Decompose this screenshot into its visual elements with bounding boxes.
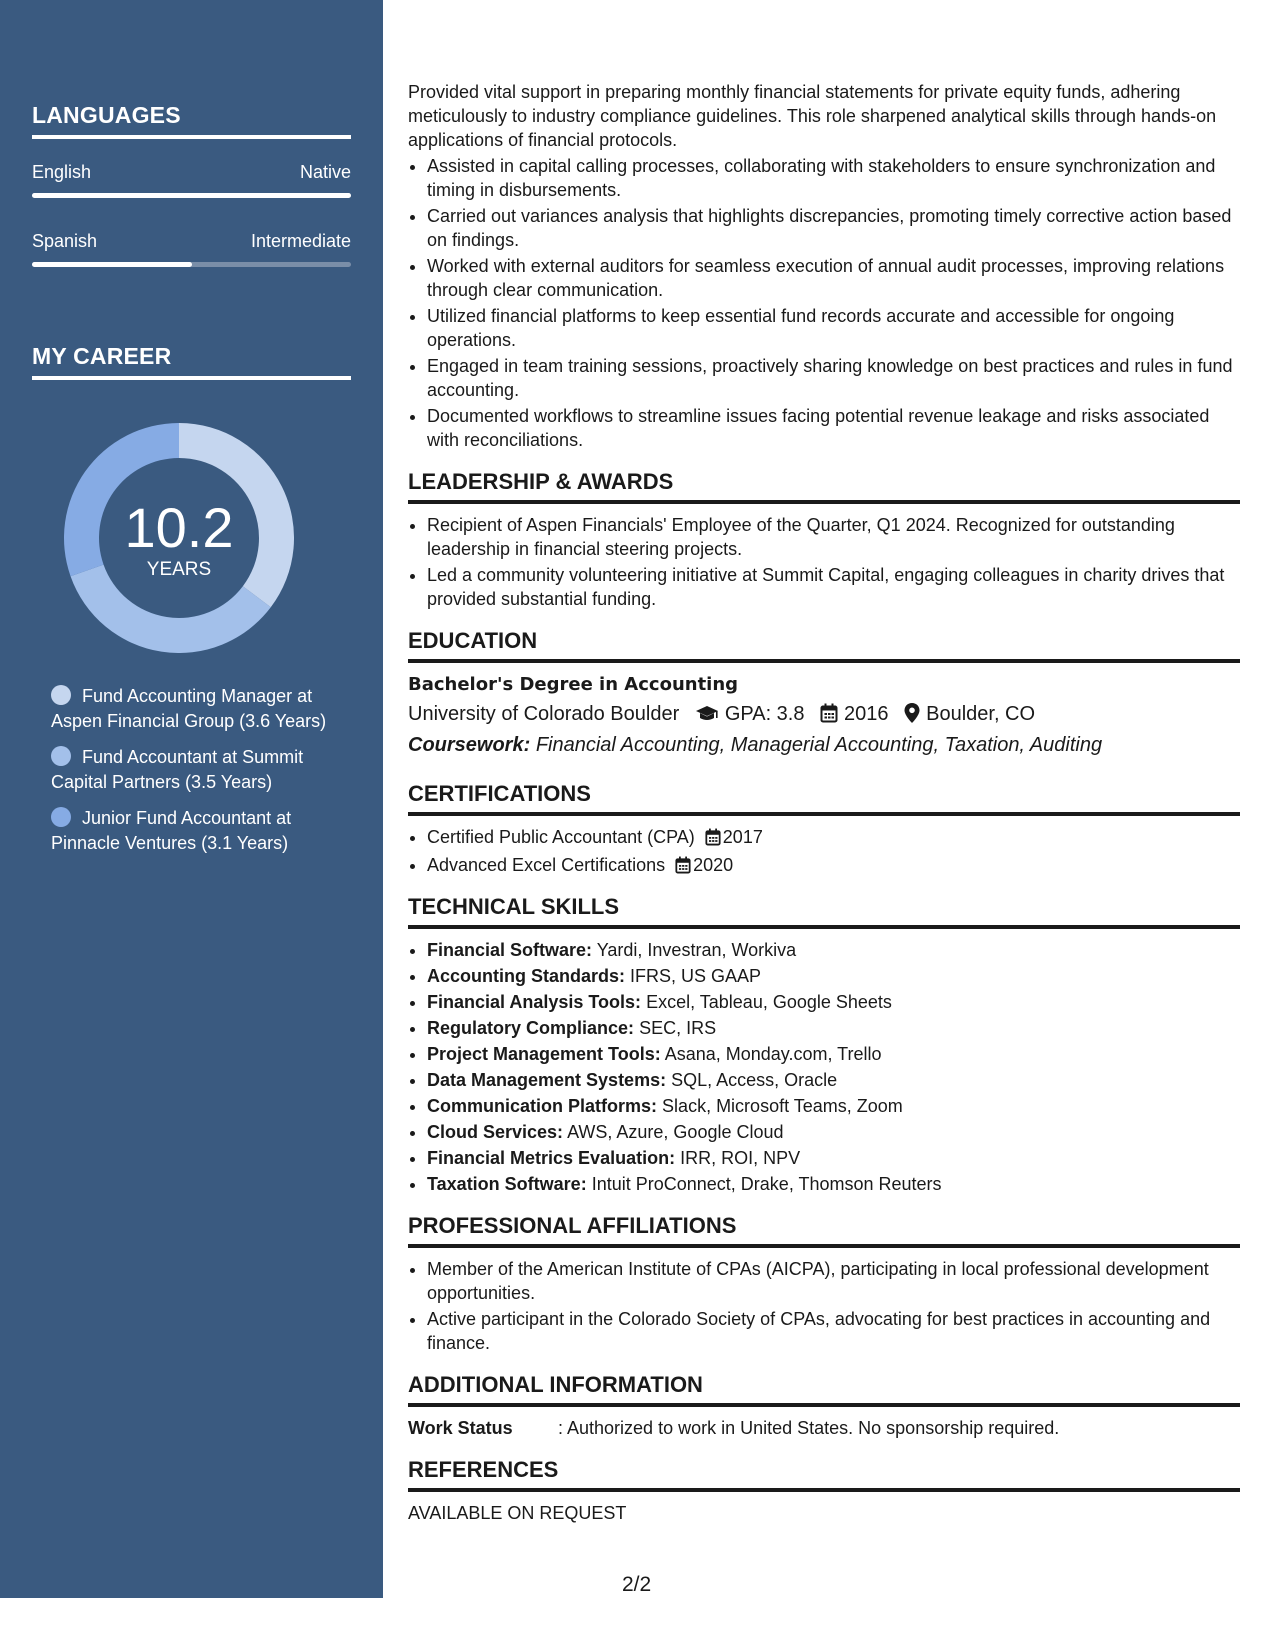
- certifications-list: [408, 825, 1240, 877]
- language-name: English: [32, 162, 92, 182]
- experience-bullets: [408, 154, 1240, 452]
- skill-value: SEC, IRS: [639, 1018, 717, 1038]
- experience-intro: Provided vital support in preparing monthly financial statements for private equity funds, adhering meticulously to industry compliance guidelines. This role sharpened analytical skills through hands-on applications of financial protocols.: [408, 82, 1217, 150]
- list-item: • Assisted in capital calling processes, collaborating with stakeholders to ensure synchronization and timing in disbursements.: [427, 154, 1240, 202]
- skill-label: Financial Software:: [427, 940, 593, 960]
- list-item: [427, 1068, 1240, 1092]
- work-status-label: Work Status: [408, 1418, 513, 1438]
- skill-value: Excel, Tableau, Google Sheets: [646, 992, 892, 1012]
- language-row-spanish: [32, 231, 351, 252]
- skill-value: AWS, Azure, Google Cloud: [567, 1122, 784, 1142]
- affiliations-list: [408, 1257, 1240, 1355]
- work-status-row: [408, 1416, 1240, 1440]
- language-bar-fill: [32, 193, 351, 198]
- list-item: [427, 1120, 1240, 1144]
- language-bar-english: [32, 193, 351, 198]
- skill-value: Asana, Monday.com, Trello: [664, 1044, 882, 1064]
- degree-name: Bachelor's Degree in Accounting: [408, 674, 739, 695]
- school-location: Boulder, CO: [926, 703, 1036, 725]
- skill-label: Communication Platforms:: [427, 1096, 658, 1116]
- list-item: • Engaged in team training sessions, proactively sharing knowledge on best practices and rules in fund accounting.: [427, 354, 1240, 402]
- leadership-title: LEADERSHIP & AWARDS: [408, 468, 1240, 504]
- skill-value: Slack, Microsoft Teams, Zoom: [662, 1096, 903, 1116]
- language-name: Spanish: [32, 231, 98, 251]
- skill-value: IRR, ROI, NPV: [680, 1148, 801, 1168]
- skills-title: TECHNICAL SKILLS: [408, 893, 1240, 929]
- career-dot-icon: [51, 807, 71, 827]
- skill-value: Intuit ProConnect, Drake, Thomson Reuters: [591, 1174, 942, 1194]
- coursework-label: Coursework:: [408, 734, 531, 756]
- career-item-text: Junior Fund Accountant at Pinnacle Ventures (3.1 Years): [51, 808, 292, 853]
- calendar-icon: [820, 703, 838, 723]
- language-bar-fill: [32, 262, 192, 267]
- skills-list: [408, 938, 1240, 1196]
- page-number: 2/2: [622, 1573, 652, 1596]
- list-item: [427, 1146, 1240, 1170]
- language-bar-spanish: [32, 262, 351, 267]
- list-item: [427, 1042, 1240, 1066]
- skill-label: Financial Metrics Evaluation:: [427, 1148, 676, 1168]
- skill-label: Data Management Systems:: [427, 1070, 667, 1090]
- career-heading: MY CAREER: [32, 343, 351, 380]
- additional-info-title: ADDITIONAL INFORMATION: [408, 1371, 1240, 1407]
- graduation-cap-icon: [695, 705, 719, 723]
- languages-heading: LANGUAGES: [32, 102, 351, 139]
- list-item: • Member of the American Institute of CPAs (AICPA), participating in local professional development opportunities.: [427, 1257, 1240, 1305]
- skill-label: Cloud Services:: [427, 1122, 564, 1142]
- career-item: [51, 684, 341, 734]
- list-item: • Worked with external auditors for seamless execution of annual audit processes, improving relations through clear communication.: [427, 254, 1240, 302]
- list-item: [427, 1172, 1240, 1196]
- certifications-title: CERTIFICATIONS: [408, 780, 1240, 816]
- list-item: [427, 853, 1240, 877]
- certification-year: 2017: [722, 827, 763, 847]
- education-title: EDUCATION: [408, 627, 1240, 663]
- list-item: [427, 990, 1240, 1014]
- career-item: [51, 806, 341, 856]
- career-dot-icon: [51, 746, 71, 766]
- references-title: REFERENCES: [408, 1456, 1240, 1492]
- certification-year: 2020: [693, 855, 734, 875]
- coursework: [408, 730, 1240, 760]
- skill-label: Taxation Software:: [427, 1174, 587, 1194]
- total-years-value: 10.2: [124, 496, 234, 559]
- skill-value: Yardi, Investran, Workiva: [596, 940, 797, 960]
- calendar-icon: [705, 828, 721, 846]
- location-pin-icon: [904, 703, 920, 723]
- list-item: • Recipient of Aspen Financials' Employee of the Quarter, Q1 2024. Recognized for outstanding leadership in financial steering projects.: [427, 513, 1240, 561]
- list-item: • Documented workflows to streamline issues facing potential revenue leakage and risks associated with reconciliations.: [427, 404, 1240, 452]
- list-item: [427, 938, 1240, 962]
- career-item-text: Fund Accountant at Summit Capital Partners (3.5 Years): [51, 747, 304, 792]
- list-item: [427, 964, 1240, 988]
- calendar-icon: [675, 856, 691, 874]
- list-item: • Active participant in the Colorado Society of CPAs, advocating for best practices in accounting and finance.: [427, 1307, 1240, 1355]
- skill-label: Project Management Tools:: [427, 1044, 661, 1064]
- career-item-text: Fund Accounting Manager at Aspen Financial Group (3.6 Years): [51, 686, 327, 731]
- list-item: • Utilized financial platforms to keep essential fund records accurate and accessible for ongoing operations.: [427, 304, 1240, 352]
- coursework-list: Financial Accounting, Managerial Accounting, Taxation, Auditing: [535, 734, 1103, 756]
- list-item: • Led a community volunteering initiative at Summit Capital, engaging colleagues in charity drives that provided substantial funding.: [427, 563, 1240, 611]
- list-item: [427, 825, 1240, 849]
- list-item: • Carried out variances analysis that highlights discrepancies, promoting timely corrective action based on findings.: [427, 204, 1240, 252]
- skill-value: IFRS, US GAAP: [630, 966, 762, 986]
- language-level: Native: [299, 162, 351, 182]
- certification-name: Advanced Excel Certifications: [427, 855, 666, 875]
- graduation-year: 2016: [844, 703, 889, 725]
- education-details: [408, 698, 1240, 730]
- skill-label: Regulatory Compliance:: [427, 1018, 635, 1038]
- career-list: [51, 684, 341, 867]
- affiliations-title: PROFESSIONAL AFFILIATIONS: [408, 1212, 1240, 1248]
- school-name: University of Colorado Boulder: [408, 703, 680, 725]
- skill-label: Financial Analysis Tools:: [427, 992, 642, 1012]
- skill-value: SQL, Access, Oracle: [671, 1070, 838, 1090]
- list-item: [427, 1094, 1240, 1118]
- references-text: AVAILABLE ON REQUEST: [408, 1503, 627, 1523]
- work-status-value: : Authorized to work in United States. No sponsorship required.: [558, 1418, 1060, 1438]
- skill-label: Accounting Standards:: [427, 966, 626, 986]
- gpa: GPA: 3.8: [724, 703, 805, 725]
- career-item: [51, 745, 341, 795]
- certification-name: Certified Public Accountant (CPA): [427, 827, 695, 847]
- main-content: [408, 80, 1240, 1525]
- list-item: [427, 1016, 1240, 1040]
- career-dot-icon: [51, 685, 71, 705]
- total-years-label: YEARS: [146, 559, 212, 580]
- language-row-english: [32, 162, 351, 183]
- sidebar: [0, 0, 383, 1598]
- leadership-list: [408, 513, 1240, 611]
- language-level: Intermediate: [250, 231, 351, 251]
